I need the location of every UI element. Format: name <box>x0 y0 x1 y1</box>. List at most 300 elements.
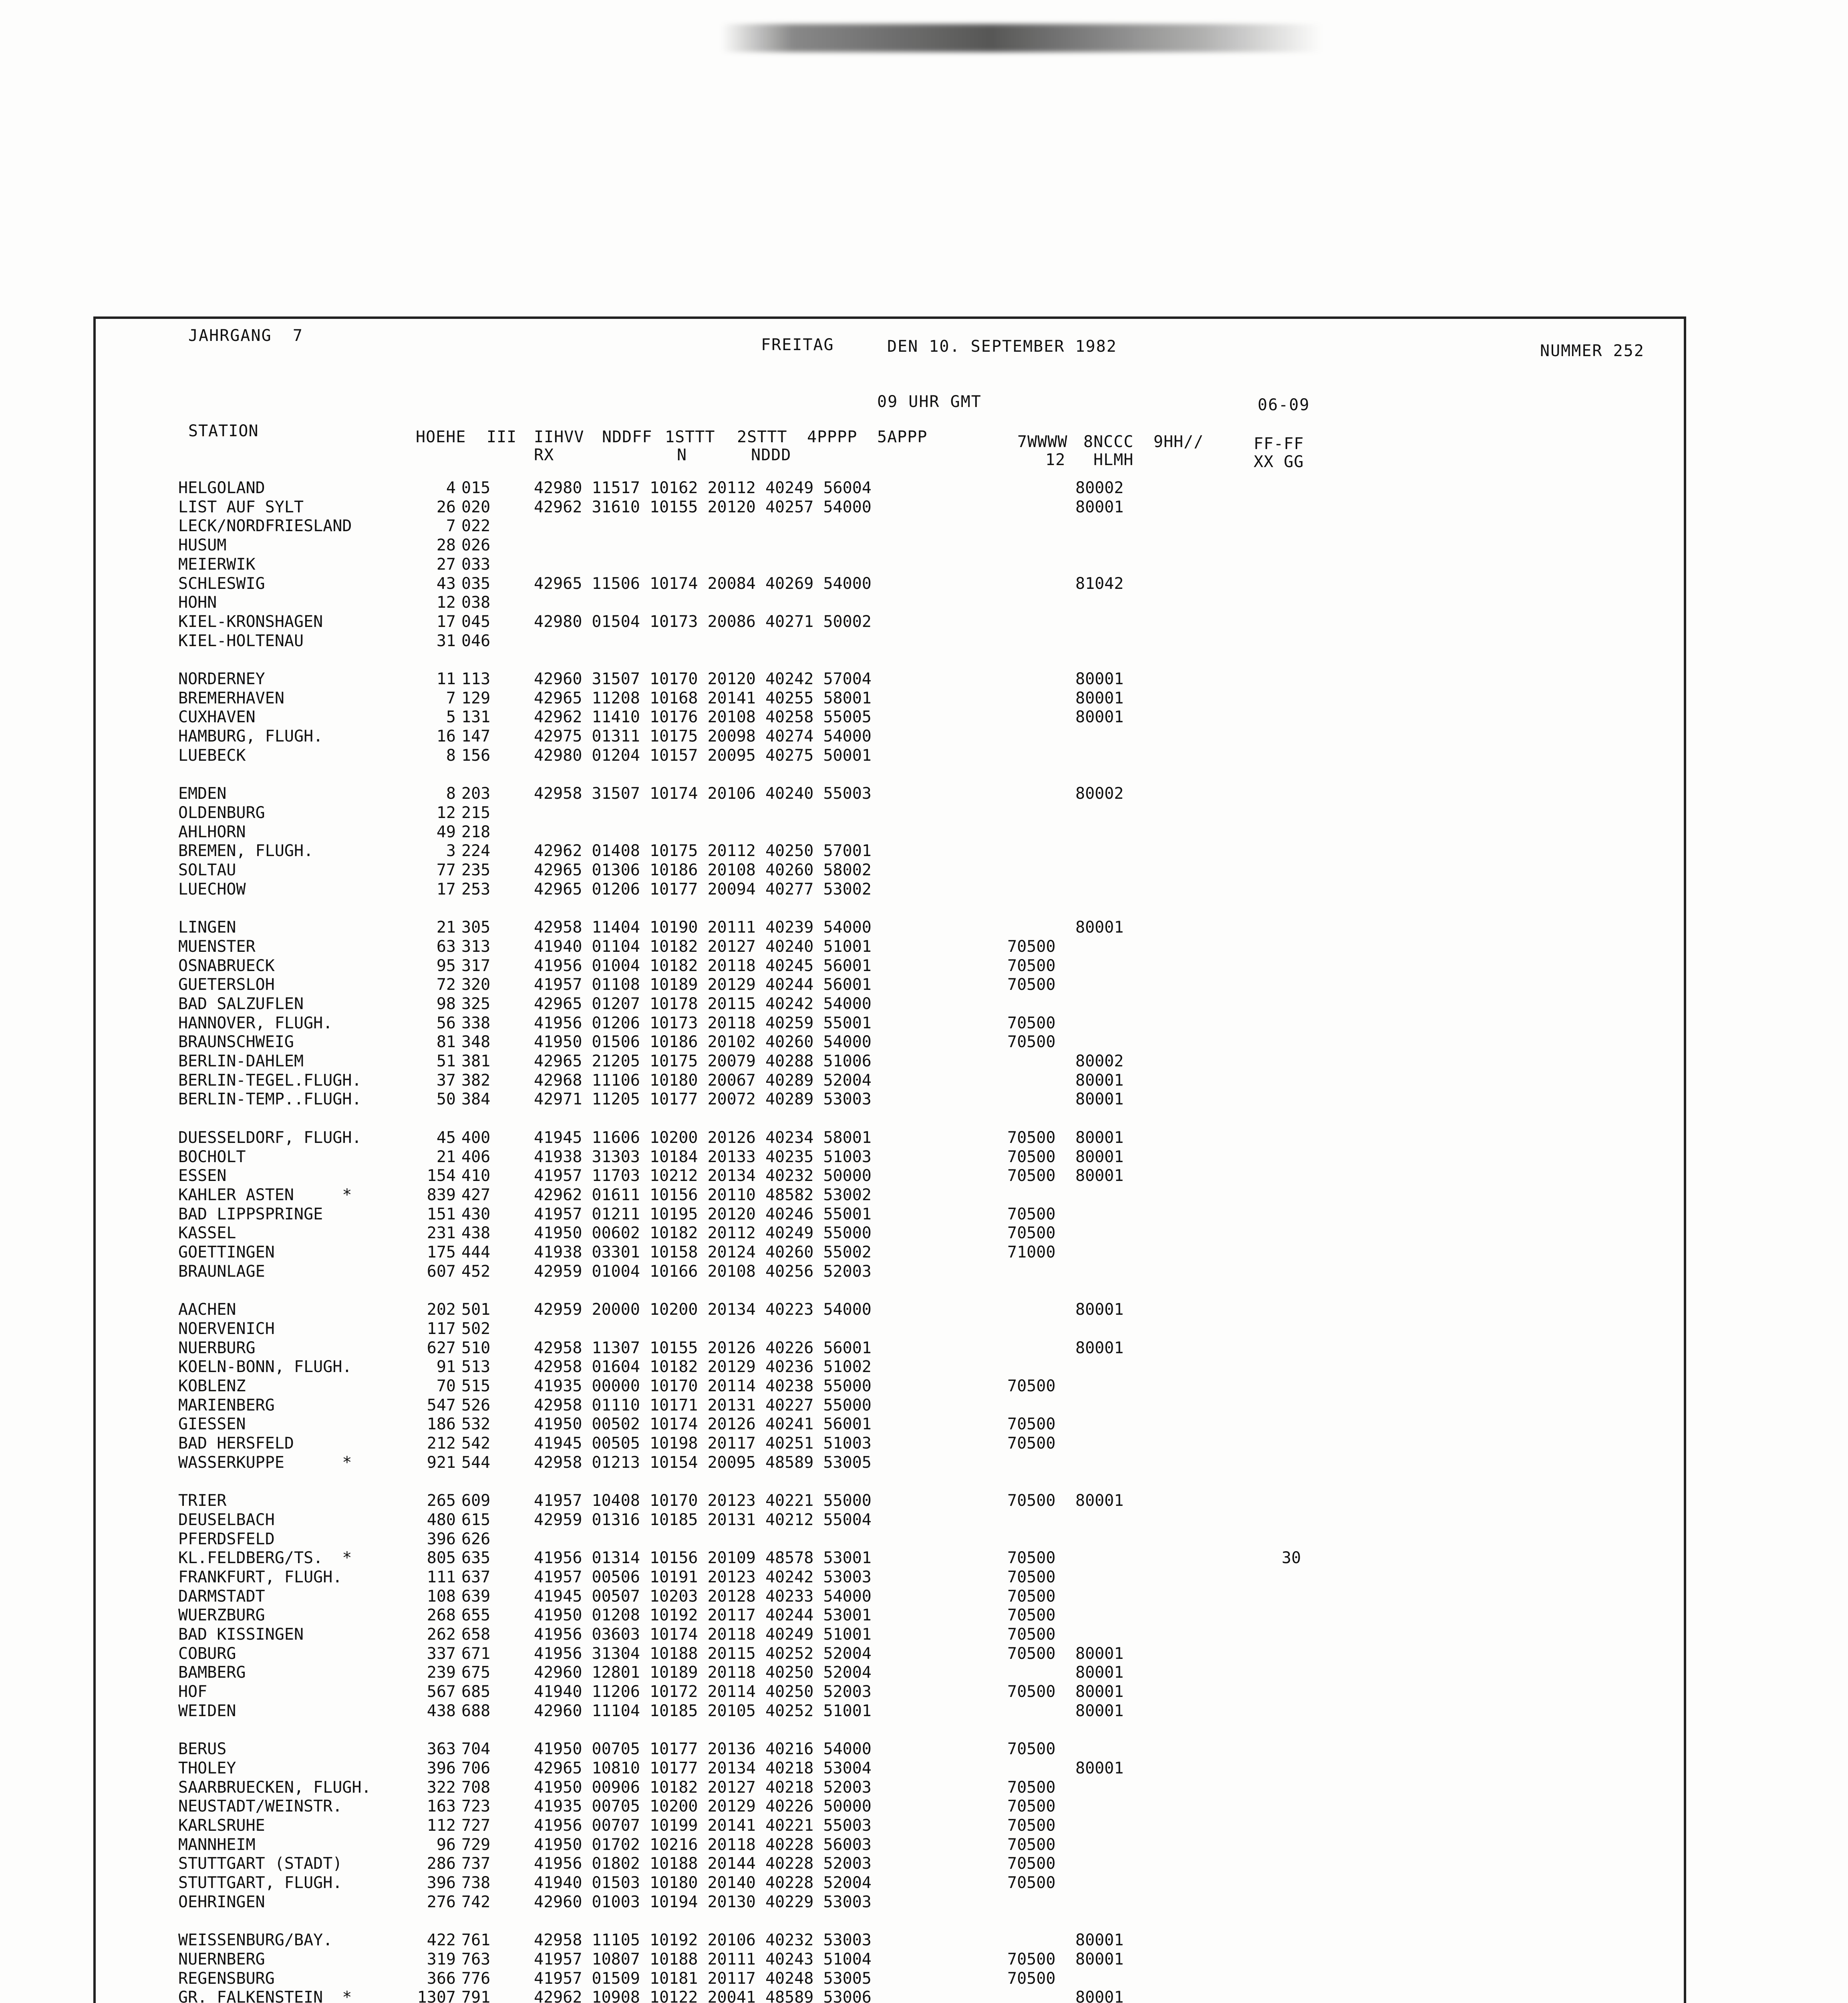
group-8nccc: 80001 <box>1075 1702 1124 1720</box>
station-index: 430 <box>461 1205 491 1223</box>
observation-groups: 42965 01206 10177 20094 40277 53002 <box>534 880 872 899</box>
observation-groups: 41938 31303 10184 20133 40235 51003 <box>534 1148 872 1166</box>
station-index: 317 <box>461 957 491 975</box>
station-name: BAD KISSINGEN <box>178 1625 304 1644</box>
observation-groups: 41940 01104 10182 20127 40240 51001 <box>534 937 872 956</box>
group-7wwww: 70500 <box>1007 1491 1056 1510</box>
group-7wwww: 70500 <box>1007 957 1056 975</box>
observation-groups: 41956 01802 10188 20144 40228 52003 <box>534 1854 872 1873</box>
station-name: HUSUM <box>178 536 227 554</box>
group-7wwww: 70500 <box>1007 1854 1056 1873</box>
station-index: 513 <box>461 1358 491 1376</box>
observation-groups: 41935 00000 10170 20114 40238 55000 <box>534 1377 872 1395</box>
station-index: 761 <box>461 1931 491 1949</box>
station-height: 111 <box>427 1568 456 1586</box>
station-height: 96 <box>436 1836 456 1854</box>
station-height: 396 <box>427 1530 456 1548</box>
station-name: OSNABRUECK <box>178 957 275 975</box>
station-index: 763 <box>461 1950 491 1969</box>
station-height: 50 <box>436 1090 456 1108</box>
observation-groups: 41957 01509 10181 20117 40248 53005 <box>534 1969 872 1988</box>
station-height: 63 <box>436 937 456 956</box>
group-8nccc: 80001 <box>1075 670 1124 688</box>
station-index: 510 <box>461 1339 491 1357</box>
station-index: 381 <box>461 1052 491 1070</box>
station-height: 4 <box>446 479 456 497</box>
observation-groups: 41940 11206 10172 20114 40250 52003 <box>534 1683 872 1701</box>
day-label: FREITAG <box>761 336 834 354</box>
station-name: OLDENBURG <box>178 804 265 822</box>
group-7wwww: 70500 <box>1007 1950 1056 1969</box>
station-height: 286 <box>427 1854 456 1873</box>
station-height: 1307 <box>417 1988 456 2003</box>
station-name: SOLTAU <box>178 861 236 879</box>
col-station: STATION <box>188 422 259 440</box>
station-index: 147 <box>461 727 491 746</box>
station-index: 658 <box>461 1625 491 1644</box>
station-index: 444 <box>461 1243 491 1261</box>
observation-groups: 42959 01004 10166 20108 40256 52003 <box>534 1262 872 1281</box>
station-name: BERUS <box>178 1740 227 1758</box>
station-height: 17 <box>436 613 456 631</box>
station-name: GUETERSLOH <box>178 975 275 994</box>
station-index: 526 <box>461 1396 491 1415</box>
station-name: BOCHOLT <box>178 1148 246 1166</box>
observation-groups: 41957 00506 10191 20123 40242 53003 <box>534 1568 872 1586</box>
station-height: 154 <box>427 1167 456 1185</box>
group-7wwww: 70500 <box>1007 1167 1056 1185</box>
scan-artifact <box>721 24 1322 52</box>
col-hlmh: HLMH <box>1093 451 1134 469</box>
station-name: NUERNBERG <box>178 1950 265 1969</box>
station-index: 737 <box>461 1854 491 1873</box>
group-8nccc: 80001 <box>1075 498 1124 516</box>
col-9hh: 9HH// <box>1153 433 1204 451</box>
station-index: 438 <box>461 1224 491 1242</box>
station-index: 626 <box>461 1530 491 1548</box>
station-index: 026 <box>461 536 491 554</box>
station-height: 11 <box>436 670 456 688</box>
col-nddff: NDDFF <box>602 428 652 446</box>
observation-groups: 41957 01211 10195 20120 40246 55001 <box>534 1205 872 1223</box>
station-index: 235 <box>461 861 491 879</box>
station-height: 202 <box>427 1300 456 1319</box>
table-frame <box>93 316 1686 2003</box>
station-index: 382 <box>461 1071 491 1090</box>
station-name: CUXHAVEN <box>178 708 256 726</box>
observation-groups: 41950 01208 10192 20117 40244 53001 <box>534 1606 872 1624</box>
group-8nccc: 80001 <box>1075 1300 1124 1319</box>
group-7wwww: 70500 <box>1007 1606 1056 1624</box>
observation-groups: 41945 00507 10203 20128 40233 54000 <box>534 1587 872 1606</box>
group-8nccc: 80001 <box>1075 1988 1124 2003</box>
group-7wwww: 70500 <box>1007 1033 1056 1051</box>
station-name: MANNHEIM <box>178 1836 256 1854</box>
issue-number: NUMMER 252 <box>1540 342 1645 360</box>
observation-groups: 41957 11703 10212 20134 40232 50000 <box>534 1167 872 1185</box>
station-height: 45 <box>436 1128 456 1147</box>
station-name: EMDEN <box>178 784 227 803</box>
group-7wwww: 70500 <box>1007 1644 1056 1663</box>
station-index: 501 <box>461 1300 491 1319</box>
station-height: 12 <box>436 593 456 612</box>
observation-groups: 41950 00602 10182 20112 40249 55000 <box>534 1224 872 1242</box>
station-height: 81 <box>436 1033 456 1051</box>
station-index: 704 <box>461 1740 491 1758</box>
group-7wwww: 70500 <box>1007 1568 1056 1586</box>
station-name: HAMBURG, FLUGH. <box>178 727 323 746</box>
observation-groups: 42965 21205 10175 20079 40288 51006 <box>534 1052 872 1070</box>
observation-groups: 42958 11307 10155 20126 40226 56001 <box>534 1339 872 1357</box>
station-index: 203 <box>461 784 491 803</box>
station-height: 175 <box>427 1243 456 1261</box>
group-8nccc: 80001 <box>1075 918 1124 937</box>
station-index: 384 <box>461 1090 491 1108</box>
station-name: MUENSTER <box>178 937 256 956</box>
group-7wwww: 70500 <box>1007 1797 1056 1816</box>
group-8nccc: 80002 <box>1075 1052 1124 1070</box>
station-height: 72 <box>436 975 456 994</box>
station-name: BRAUNSCHWEIG <box>178 1033 294 1051</box>
station-height: 117 <box>427 1320 456 1338</box>
station-index: 776 <box>461 1969 491 1988</box>
station-index: 320 <box>461 975 491 994</box>
col-4pppp: 4PPPP <box>807 428 858 446</box>
station-index: 542 <box>461 1434 491 1453</box>
station-index: 253 <box>461 880 491 899</box>
station-height: 438 <box>427 1702 456 1720</box>
station-name: LUEBECK <box>178 746 246 765</box>
station-name: BREMERHAVEN <box>178 689 284 707</box>
observation-groups: 42959 20000 10200 20134 40223 54000 <box>534 1300 872 1319</box>
station-height: 319 <box>427 1950 456 1969</box>
group-7wwww: 70500 <box>1007 1587 1056 1606</box>
station-height: 921 <box>427 1453 456 1472</box>
station-name: KASSEL <box>178 1224 236 1242</box>
station-name: BAD HERSFELD <box>178 1434 294 1453</box>
station-height: 49 <box>436 823 456 841</box>
station-name: DARMSTADT <box>178 1587 265 1606</box>
station-height: 5 <box>446 708 456 726</box>
station-name: KOELN-BONN, FLUGH. <box>178 1358 352 1376</box>
station-name: KARLSRUHE <box>178 1816 265 1835</box>
station-index: 609 <box>461 1491 491 1510</box>
station-name: STUTTGART, FLUGH. <box>178 1874 342 1892</box>
group-8nccc: 80001 <box>1075 1683 1124 1701</box>
station-height: 112 <box>427 1816 456 1835</box>
station-height: 480 <box>427 1511 456 1529</box>
station-height: 3 <box>446 842 456 860</box>
station-index: 639 <box>461 1587 491 1606</box>
col-8nccc: 8NCCC <box>1083 433 1134 451</box>
station-name: SAARBRUECKEN, FLUGH. <box>178 1778 371 1797</box>
station-name: LIST AUF SYLT <box>178 498 304 516</box>
station-height: 276 <box>427 1893 456 1911</box>
station-index: 675 <box>461 1663 491 1682</box>
observation-groups: 42958 11404 10190 20111 40239 54000 <box>534 918 872 937</box>
group-7wwww: 70500 <box>1007 1205 1056 1223</box>
station-name: BAD LIPPSPRINGE <box>178 1205 323 1223</box>
station-height: 607 <box>427 1262 456 1281</box>
station-name: SCHLESWIG <box>178 574 265 593</box>
station-index: 338 <box>461 1014 491 1032</box>
station-height: 151 <box>427 1205 456 1223</box>
observation-groups: 42965 01207 10178 20115 40242 54000 <box>534 995 872 1013</box>
station-name: REGENSBURG <box>178 1969 275 1988</box>
station-height: 77 <box>436 861 456 879</box>
station-height: 26 <box>436 498 456 516</box>
observation-groups: 41957 10807 10188 20111 40243 51004 <box>534 1950 872 1969</box>
station-index: 427 <box>461 1186 491 1204</box>
station-height: 322 <box>427 1778 456 1797</box>
station-index: 224 <box>461 842 491 860</box>
group-8nccc: 80001 <box>1075 1167 1124 1185</box>
station-index: 515 <box>461 1377 491 1395</box>
group-7wwww: 70500 <box>1007 1778 1056 1797</box>
station-index: 215 <box>461 804 491 822</box>
observation-groups: 41957 10408 10170 20123 40221 55000 <box>534 1491 872 1510</box>
station-name: NORDERNEY <box>178 670 265 688</box>
observation-groups: 42960 31507 10170 20120 40242 57004 <box>534 670 872 688</box>
group-7wwww: 70500 <box>1007 1128 1056 1147</box>
group-7wwww: 70500 <box>1007 1415 1056 1433</box>
station-height: 239 <box>427 1663 456 1682</box>
station-index: 544 <box>461 1453 491 1472</box>
observation-groups: 42958 01213 10154 20095 48589 53005 <box>534 1453 872 1472</box>
station-name: HANNOVER, FLUGH. <box>178 1014 333 1032</box>
station-name: WUERZBURG <box>178 1606 265 1624</box>
station-height: 91 <box>436 1358 456 1376</box>
col-rx: RX <box>534 446 554 464</box>
station-index: 313 <box>461 937 491 956</box>
observation-groups: 41940 01503 10180 20140 40228 52004 <box>534 1874 872 1892</box>
station-name: WEIDEN <box>178 1702 236 1720</box>
station-index: 791 <box>461 1988 491 2003</box>
date-label: DEN 10. SEPTEMBER 1982 <box>887 337 1117 356</box>
station-height: 366 <box>427 1969 456 1988</box>
group-7wwww: 70500 <box>1007 1874 1056 1892</box>
station-name: KIEL-HOLTENAU <box>178 632 304 650</box>
group-8nccc: 80001 <box>1075 1931 1124 1949</box>
station-name: STUTTGART (STADT) <box>178 1854 342 1873</box>
station-name: GIESSEN <box>178 1415 246 1433</box>
station-height: 363 <box>427 1740 456 1758</box>
station-height: 43 <box>436 574 456 593</box>
observation-groups: 41956 00707 10199 20141 40221 55003 <box>534 1816 872 1835</box>
station-height: 268 <box>427 1606 456 1624</box>
station-name: WASSERKUPPE * <box>178 1453 352 1472</box>
station-height: 547 <box>427 1396 456 1415</box>
observation-groups: 41950 00705 10177 20136 40216 54000 <box>534 1740 872 1758</box>
observation-groups: 41935 00705 10200 20129 40226 50000 <box>534 1797 872 1816</box>
group-8nccc: 80001 <box>1075 1128 1124 1147</box>
station-index: 615 <box>461 1511 491 1529</box>
station-index: 637 <box>461 1568 491 1586</box>
station-height: 28 <box>436 536 456 554</box>
col-n: N <box>677 446 687 464</box>
station-index: 113 <box>461 670 491 688</box>
station-name: NUERBURG <box>178 1339 256 1357</box>
group-8nccc: 80001 <box>1075 1663 1124 1682</box>
station-index: 325 <box>461 995 491 1013</box>
station-name: MEIERWIK <box>178 555 256 574</box>
station-index: 033 <box>461 555 491 574</box>
station-index: 742 <box>461 1893 491 1911</box>
group-7wwww: 70500 <box>1007 1969 1056 1988</box>
group-7wwww: 70500 <box>1007 1816 1056 1835</box>
station-name: NOERVENICH <box>178 1320 275 1338</box>
station-index: 156 <box>461 746 491 765</box>
station-height: 212 <box>427 1434 456 1453</box>
station-index: 406 <box>461 1148 491 1166</box>
jahrgang-label: JAHRGANG 7 <box>188 326 303 345</box>
col-12: 12 <box>1045 451 1066 469</box>
observation-groups: 42962 01408 10175 20112 40250 57001 <box>534 842 872 860</box>
observation-groups: 41945 00505 10198 20117 40251 51003 <box>534 1434 872 1453</box>
observation-groups: 41950 01702 10216 20118 40228 56003 <box>534 1836 872 1854</box>
station-height: 839 <box>427 1186 456 1204</box>
group-8nccc: 80002 <box>1075 479 1124 497</box>
station-index: 410 <box>461 1167 491 1185</box>
time-label: 09 UHR GMT <box>877 393 982 411</box>
station-index: 400 <box>461 1128 491 1147</box>
group-7wwww: 71000 <box>1007 1243 1056 1261</box>
station-height: 805 <box>427 1549 456 1567</box>
station-height: 108 <box>427 1587 456 1606</box>
station-name: GOETTINGEN <box>178 1243 275 1261</box>
station-index: 655 <box>461 1606 491 1624</box>
station-index: 729 <box>461 1836 491 1854</box>
station-height: 396 <box>427 1874 456 1892</box>
station-index: 502 <box>461 1320 491 1338</box>
station-height: 95 <box>436 957 456 975</box>
station-index: 727 <box>461 1816 491 1835</box>
station-name: KIEL-KRONSHAGEN <box>178 613 323 631</box>
station-height: 70 <box>436 1377 456 1395</box>
station-height: 396 <box>427 1759 456 1777</box>
observation-groups: 42960 01003 10194 20130 40229 53003 <box>534 1893 872 1911</box>
observation-groups: 42959 01316 10185 20131 40212 55004 <box>534 1511 872 1529</box>
station-name: KOBLENZ <box>178 1377 246 1395</box>
group-8nccc: 80001 <box>1075 689 1124 707</box>
station-height: 37 <box>436 1071 456 1090</box>
observation-groups: 42962 01611 10156 20110 48582 53002 <box>534 1186 872 1204</box>
group-7wwww: 70500 <box>1007 937 1056 956</box>
observation-groups: 42975 01311 10175 20098 40274 54000 <box>534 727 872 746</box>
group-7wwww: 70500 <box>1007 1014 1056 1032</box>
observation-groups: 41956 03603 10174 20118 40249 51001 <box>534 1625 872 1644</box>
station-height: 16 <box>436 727 456 746</box>
station-height: 7 <box>446 689 456 707</box>
station-height: 21 <box>436 918 456 937</box>
station-name: OEHRINGEN <box>178 1893 265 1911</box>
station-name: LINGEN <box>178 918 236 937</box>
station-index: 348 <box>461 1033 491 1051</box>
group-8nccc: 80001 <box>1075 708 1124 726</box>
observation-groups: 41957 01108 10189 20129 40244 56001 <box>534 975 872 994</box>
observation-groups: 41950 01506 10186 20102 40260 54000 <box>534 1033 872 1051</box>
station-name: KAHLER ASTEN * <box>178 1186 352 1204</box>
observation-groups: 42971 11205 10177 20072 40289 53003 <box>534 1090 872 1108</box>
group-8nccc: 80001 <box>1075 1339 1124 1357</box>
station-height: 98 <box>436 995 456 1013</box>
station-index: 046 <box>461 632 491 650</box>
station-height: 265 <box>427 1491 456 1510</box>
observation-groups: 41956 01314 10156 20109 48578 53001 <box>534 1549 872 1567</box>
station-name: COBURG <box>178 1644 236 1663</box>
station-height: 422 <box>427 1931 456 1949</box>
group-7wwww: 70500 <box>1007 1148 1056 1166</box>
station-name: PFERDSFELD <box>178 1530 275 1548</box>
observation-groups: 42958 31507 10174 20106 40240 55003 <box>534 784 872 803</box>
observation-groups: 42962 31610 10155 20120 40257 54000 <box>534 498 872 516</box>
station-index: 020 <box>461 498 491 516</box>
station-height: 12 <box>436 804 456 822</box>
group-7wwww: 70500 <box>1007 975 1056 994</box>
observation-groups: 41938 03301 10158 20124 40260 55002 <box>534 1243 872 1261</box>
station-name: NEUSTADT/WEINSTR. <box>178 1797 342 1816</box>
station-height: 21 <box>436 1148 456 1166</box>
observation-groups: 42980 01504 10173 20086 40271 50002 <box>534 613 872 631</box>
group-7wwww: 70500 <box>1007 1224 1056 1242</box>
observation-groups: 42958 01604 10182 20129 40236 51002 <box>534 1358 872 1376</box>
station-name: BAD SALZUFLEN <box>178 995 304 1013</box>
station-name: DUESSELDORF, FLUGH. <box>178 1128 362 1147</box>
col-nddd: NDDD <box>751 446 791 464</box>
col-iihvv: IIHVV <box>534 428 584 446</box>
group-8nccc: 80001 <box>1075 1950 1124 1969</box>
group-8nccc: 80001 <box>1075 1148 1124 1166</box>
col-1sttt: 1STTT <box>665 428 715 446</box>
observation-groups: 42960 12801 10189 20118 40250 52004 <box>534 1663 872 1682</box>
group-8nccc: 80001 <box>1075 1090 1124 1108</box>
station-name: LUECHOW <box>178 880 246 899</box>
station-name: BAMBERG <box>178 1663 246 1682</box>
station-index: 218 <box>461 823 491 841</box>
station-name: THOLEY <box>178 1759 236 1777</box>
station-index: 635 <box>461 1549 491 1567</box>
station-name: BRAUNLAGE <box>178 1262 265 1281</box>
group-ff: 30 <box>1282 1549 1301 1567</box>
station-name: FRANKFURT, FLUGH. <box>178 1568 342 1586</box>
col-7wwww: 7WWWW <box>1017 433 1068 451</box>
station-height: 337 <box>427 1644 456 1663</box>
station-name: HELGOLAND <box>178 479 265 497</box>
station-name: KL.FELDBERG/TS. * <box>178 1549 352 1567</box>
col-iii: III <box>487 428 517 446</box>
station-index: 038 <box>461 593 491 612</box>
station-name: TRIER <box>178 1491 227 1510</box>
group-7wwww: 70500 <box>1007 1625 1056 1644</box>
station-height: 231 <box>427 1224 456 1242</box>
station-height: 567 <box>427 1683 456 1701</box>
period-label: 06-09 <box>1258 396 1310 414</box>
group-7wwww: 70500 <box>1007 1740 1056 1758</box>
station-index: 305 <box>461 918 491 937</box>
observation-groups: 42980 01204 10157 20095 40275 50001 <box>534 746 872 765</box>
observation-groups: 42965 10810 10177 20134 40218 53004 <box>534 1759 872 1777</box>
observation-groups: 42965 11208 10168 20141 40255 58001 <box>534 689 872 707</box>
observation-groups: 42965 01306 10186 20108 40260 58002 <box>534 861 872 879</box>
col-5appp: 5APPP <box>877 428 928 446</box>
station-index: 129 <box>461 689 491 707</box>
station-index: 015 <box>461 479 491 497</box>
station-height: 17 <box>436 880 456 899</box>
station-name: HOHN <box>178 593 217 612</box>
station-index: 671 <box>461 1644 491 1663</box>
col-2sttt: 2STTT <box>737 428 787 446</box>
station-name: BERLIN-TEMP..FLUGH. <box>178 1090 362 1108</box>
